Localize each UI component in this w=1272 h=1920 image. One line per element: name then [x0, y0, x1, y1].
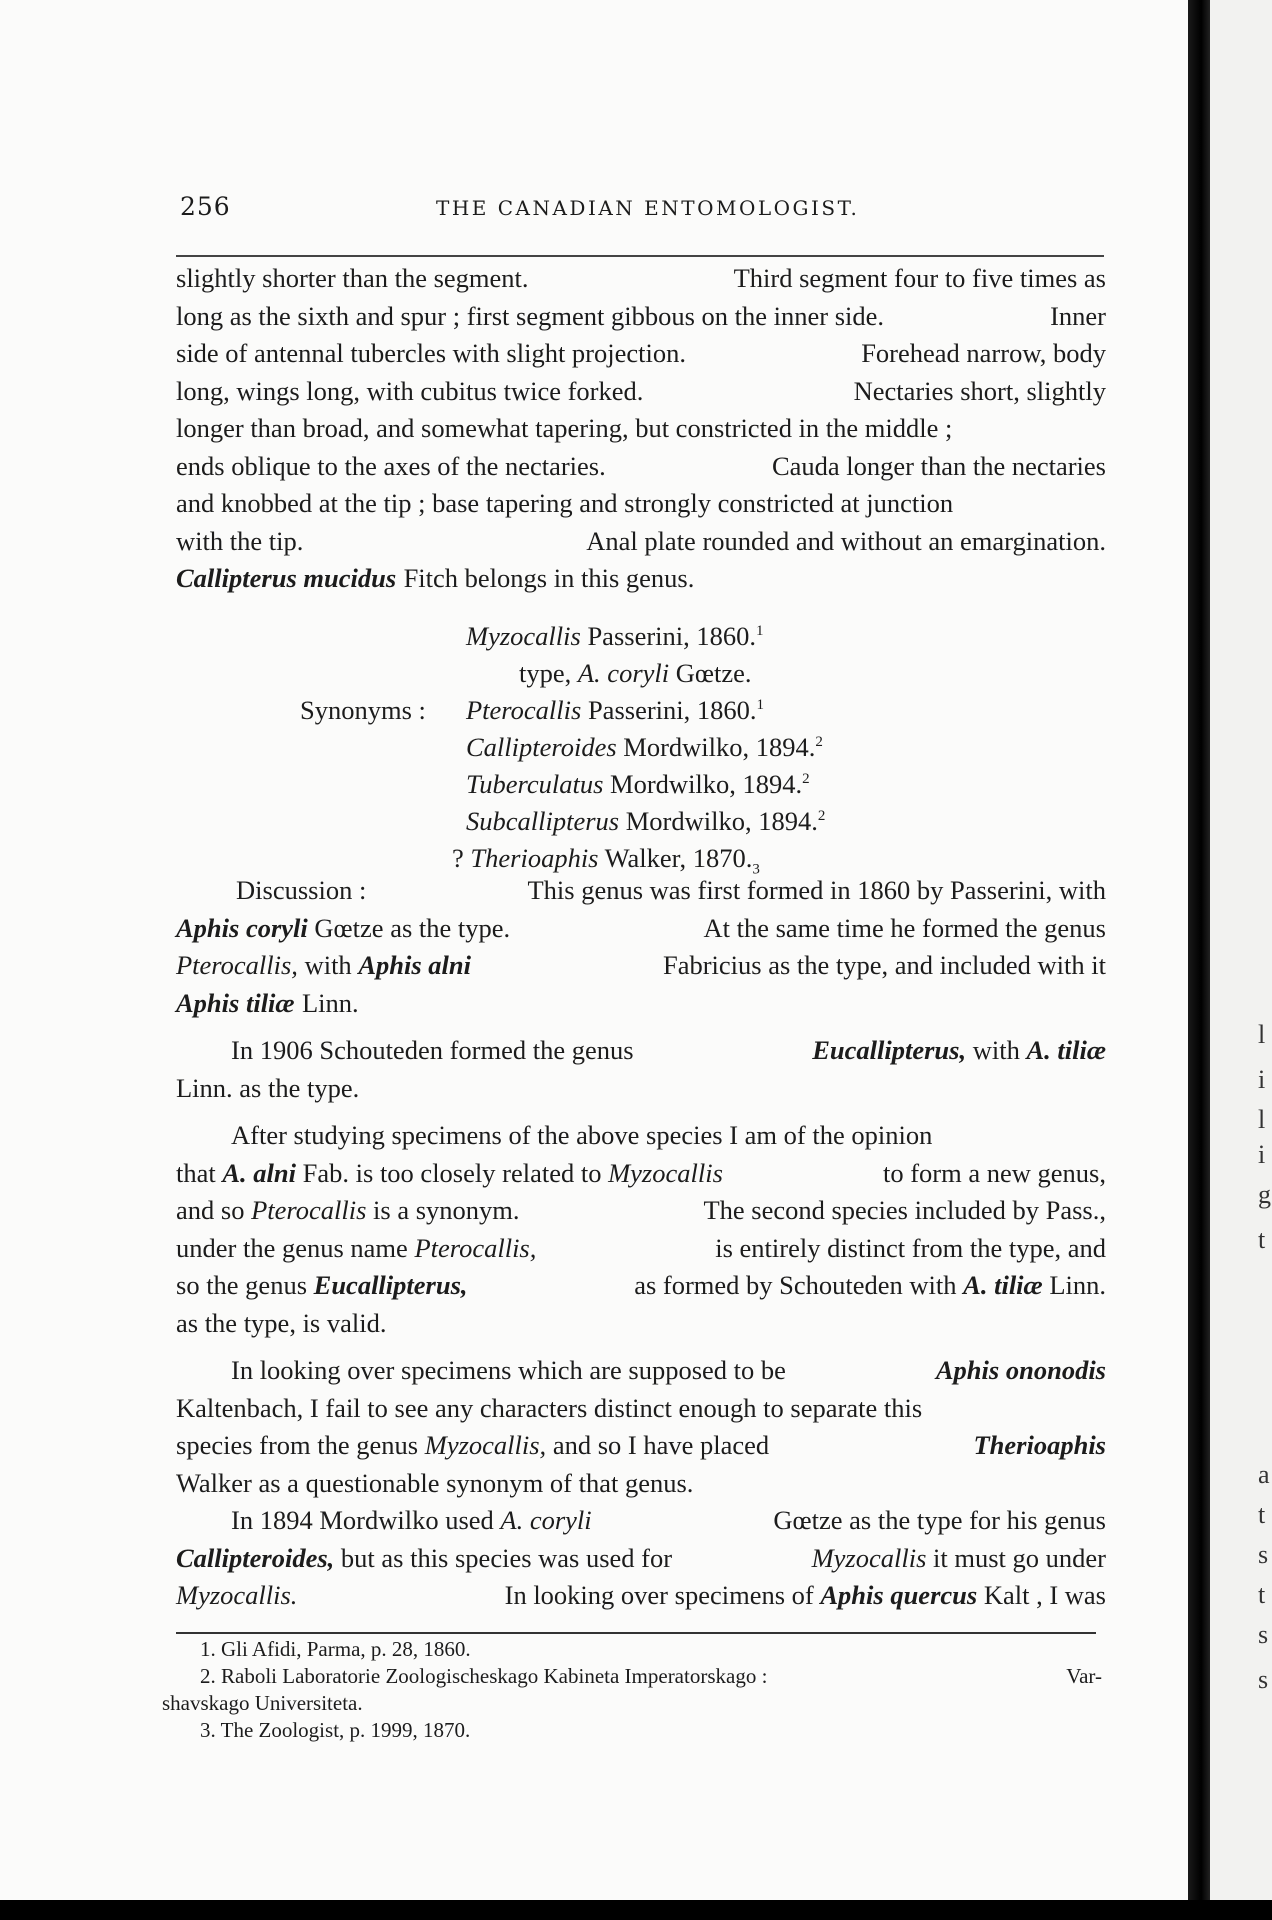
text-line: After studying specimens of the above species I am of the opinion [231, 1120, 933, 1150]
synonym-entry: ? Therioaphis Walker, $1870._3$ [452, 843, 760, 878]
text-line: longer than broad, and somewhat tapering, but constricted in the middle ; [176, 413, 953, 443]
text-line: Walker as a questionable synonym of that genus. [176, 1467, 694, 1498]
synonym-entry: Myzocallis Passerini, 1860.$^1$ [466, 621, 764, 651]
text-line: Discussion : This genus was first formed in 1860 by Passerini, with [236, 875, 1106, 905]
opposite-page-char: a [1258, 1460, 1270, 1489]
synonyms-label: Synonyms : [300, 695, 426, 725]
opposite-page-char: i [1258, 1065, 1266, 1094]
synonym-entry: Subcallipterus Mordwilko, 1894.$^2$ [466, 806, 826, 836]
footnote-1: 1. Gli Afidi, Parma, p. 28, 1860. [200, 1637, 471, 1661]
text-line: and knobbed at the tip ; base tapering and strongly constricted at junction [176, 488, 954, 518]
scan-border [0, 1900, 1272, 1920]
book-spine [1188, 0, 1210, 1920]
synonym-entry: Tuberculatus Mordwilko, 1894.$^2$ [466, 769, 810, 799]
text-line: In looking over specimens which are supposed to be Aphis ononodis [231, 1355, 1106, 1385]
text-line: Callipteroides, but as this species was used for Myzocallis it must go under [176, 1542, 1106, 1573]
text-line: Linn. as the type. [176, 1072, 360, 1103]
page-number: 256 [180, 192, 231, 221]
text-line: Myzocallis. In looking over specimens of Aphis quercus Kalt , I was [176, 1580, 1106, 1610]
synonym-entry: type, A. coryli Gœtze. [519, 658, 752, 688]
text-line: slightly shorter than the segment. Third segment four to five times as [176, 263, 1106, 293]
opposite-page-char: s [1258, 1665, 1269, 1694]
opposite-page-char: t [1258, 1225, 1266, 1254]
footnote-2: 2. Raboli Laboratorie Zoologischeskago Kabineta Imperatorskago : Var- [200, 1664, 1102, 1688]
footnote-rule [176, 1632, 1096, 1634]
synonyms-list [176, 618, 1106, 877]
opposite-page-char: i [1258, 1140, 1266, 1169]
text-line: In 1906 Schouteden formed the genus Eucallipterus, with A. tiliæ [231, 1035, 1106, 1065]
text-line: ends oblique to the axes of the nectaries. Cauda longer than the nectaries [176, 450, 1106, 481]
opposite-page-char: g [1258, 1180, 1271, 1209]
text-line: as the type, is valid. [176, 1307, 387, 1338]
text-line: species from the genus Myzocallis, and so I have placed Therioaphis [176, 1430, 1106, 1460]
opposite-page-char: s [1258, 1620, 1269, 1649]
opposite-page-char: l [1258, 1020, 1266, 1049]
text-line: long, wings long, with cubitus twice forked. Nectaries short, slightly [176, 375, 1106, 406]
text-line: that A. alni Fab. is too closely related to Myzocallis to form a new genus, [176, 1157, 1106, 1188]
synonym-entry: Callipteroides Mordwilko, 1894.$^2$ [466, 732, 823, 762]
text-line: and so Pterocallis is a synonym. The second species included by Pass., [176, 1195, 1106, 1225]
text-line: Aphis tiliæ Linn. [176, 987, 359, 1018]
text-line: Aphis coryli Gœtze as the type. At the same time he formed the genus [176, 912, 1106, 943]
running-header [176, 192, 1096, 232]
text-line: Callipterus mucidus Fitch belongs in this genus. [176, 563, 695, 593]
footnote-2-cont: shavskago Universiteta. [162, 1691, 363, 1715]
header-rule [176, 255, 1104, 257]
text-line: In 1894 Mordwilko used A. coryli Gœtze as the type for his genus [231, 1505, 1106, 1535]
opposite-page-char: t [1258, 1500, 1266, 1529]
running-title: THE CANADIAN ENTOMOLOGIST. [436, 196, 860, 220]
text-line: with the tip. Anal plate rounded and without an emargination. [176, 525, 1106, 556]
text-line: Pterocallis, with Aphis alni Fabricius as the type, and included with it [176, 950, 1106, 980]
paragraph-description [176, 260, 1106, 598]
opposite-page-char: l [1258, 1105, 1266, 1134]
opposite-page-char: t [1258, 1580, 1266, 1609]
opposite-page-char: s [1258, 1540, 1269, 1569]
footnotes [162, 1636, 1102, 1744]
footnote-3: 3. The Zoologist, p. 1999, 1870. [200, 1718, 471, 1742]
text-line: under the genus name Pterocallis, is entirely distinct from the type, and [176, 1232, 1106, 1263]
text-line: Kaltenbach, I fail to see any characters distinct enough to separate this [176, 1392, 923, 1423]
text-line: so the genus Eucallipterus, as formed by Schouteden with A. tiliæ Linn. [176, 1270, 1106, 1300]
discussion-section [176, 872, 1106, 1615]
text-line: long as the sixth and spur ; first segment gibbous on the inner side. Inner [176, 300, 1106, 331]
synonym-entry: Synonyms : Pterocallis Passerini, 1860.$^1$ [176, 692, 1106, 729]
text-line: side of antennal tubercles with slight projection. Forehead narrow, body [176, 338, 1106, 368]
